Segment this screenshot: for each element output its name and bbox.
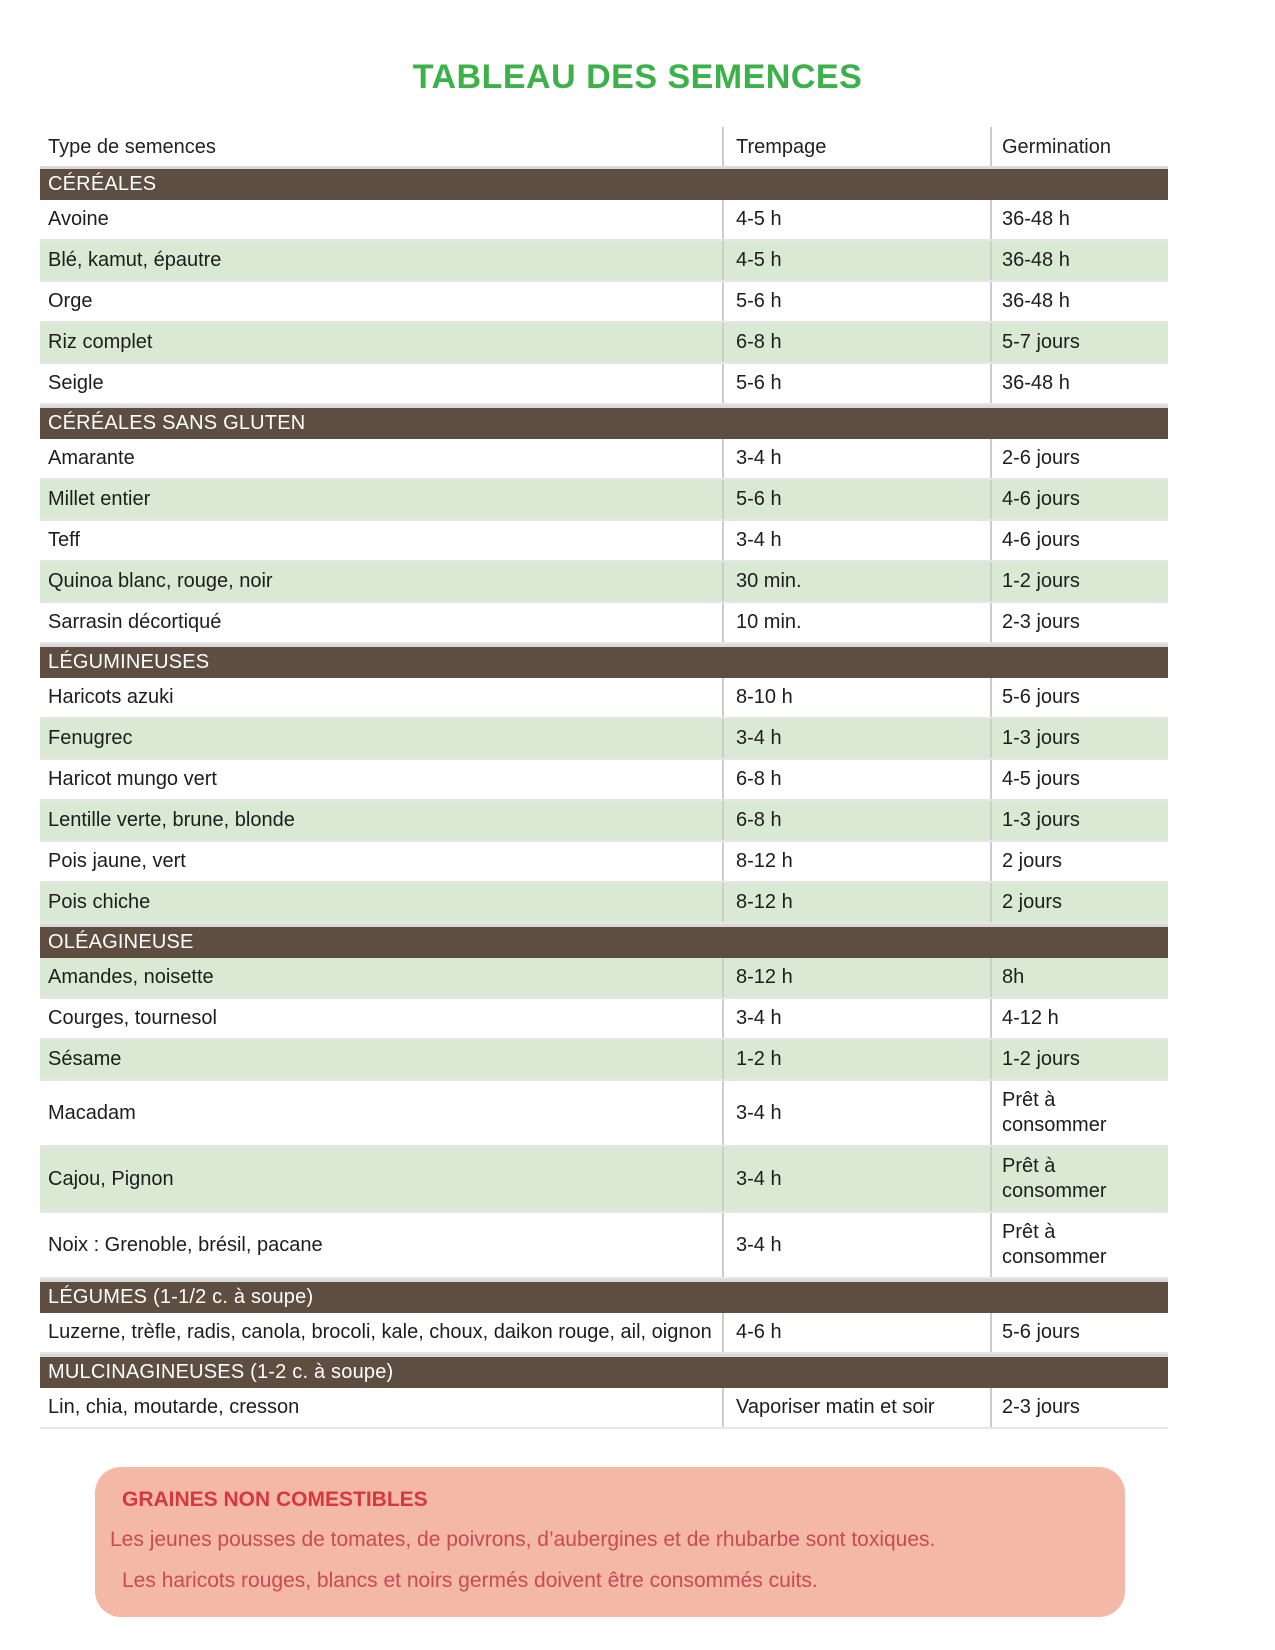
cell-trempage: 3-4 h [722,439,990,478]
table-row [40,999,1168,1040]
table-row [40,603,1168,644]
table-row [40,562,1168,603]
cell-germination: 2 jours [990,842,1168,881]
cell-trempage: 3-4 h [722,1213,990,1277]
cell-trempage: 5-6 h [722,282,990,321]
section-header: CÉRÉALES SANS GLUTEN [40,405,1168,439]
section-header: MULCINAGINEUSES (1-2 c. à soupe) [40,1354,1168,1388]
cell-trempage: 30 min. [722,562,990,601]
cell-trempage: 6-8 h [722,760,990,799]
cell-trempage: 3-4 h [722,1081,990,1145]
seed-table [40,127,1168,1429]
cell-germination: 4-6 jours [990,480,1168,519]
section-header: OLÉAGINEUSE [40,924,1168,958]
warning-line: Les haricots rouges, blancs et noirs germés doivent être consommés cuits. [122,1569,818,1592]
cell-type: Lin, chia, moutarde, cresson [48,1396,300,1418]
cell-germination: 36-48 h [990,200,1168,239]
cell-germination: 8h [990,958,1168,997]
cell-trempage: 3-4 h [722,719,990,758]
warning-line: Les jeunes pousses de tomates, de poivrons, d’aubergines et de rhubarbe sont toxiques. [110,1528,936,1551]
table-row [40,241,1168,282]
cell-type: Sarrasin décortiqué [48,611,222,633]
page-title: TABLEAU DES SEMENCES [412,58,863,96]
cell-type: Blé, kamut, épautre [48,249,222,271]
cell-trempage: 5-6 h [722,480,990,519]
cell-type: Amandes, noisette [48,966,214,988]
table-row [40,958,1168,999]
cell-trempage: 8-10 h [722,678,990,717]
cell-type: Haricot mungo vert [48,768,217,790]
cell-type: Cajou, Pignon [48,1167,174,1190]
cell-type: Fenugrec [48,727,133,749]
cell-germination: Prêt à consommer [990,1081,1168,1145]
cell-type: Haricots azuki [48,686,174,708]
table-row [40,200,1168,241]
table-row [40,1213,1168,1279]
table-row [40,678,1168,719]
cell-trempage: 3-4 h [722,521,990,560]
table-row [40,1081,1168,1147]
table-row [40,323,1168,364]
cell-trempage: Vaporiser matin et soir [722,1388,990,1427]
cell-type: Teff [48,529,80,551]
table-row [40,439,1168,480]
section-header: LÉGUMINEUSES [40,644,1168,678]
cell-germination: 36-48 h [990,241,1168,280]
cell-type: Lentille verte, brune, blonde [48,809,295,831]
column-header-type: Type de semences [48,136,216,158]
cell-type: Sésame [48,1048,122,1070]
cell-germination: 4-6 jours [990,521,1168,560]
column-header-germination: Germination [990,127,1168,166]
column-header-trempage: Trempage [722,127,990,166]
cell-type: Orge [48,290,93,312]
table-row [40,364,1168,405]
cell-trempage: 10 min. [722,603,990,642]
table-header-row [40,127,1168,166]
cell-trempage: 5-6 h [722,364,990,403]
cell-type: Noix : Grenoble, brésil, pacane [48,1233,323,1256]
cell-type: Millet entier [48,488,151,510]
table-row [40,521,1168,562]
cell-type: Quinoa blanc, rouge, noir [48,570,273,592]
table-row [40,1313,1168,1354]
cell-germination: 1-2 jours [990,562,1168,601]
table-row [40,480,1168,521]
table-row [40,801,1168,842]
section-header: LÉGUMES (1-1/2 c. à soupe) [40,1279,1168,1313]
cell-trempage: 8-12 h [722,958,990,997]
cell-germination: 4-5 jours [990,760,1168,799]
warning-box [95,1467,1125,1617]
cell-trempage: 1-2 h [722,1040,990,1079]
cell-type: Amarante [48,447,135,469]
cell-germination: 1-3 jours [990,719,1168,758]
cell-trempage: 8-12 h [722,883,990,922]
cell-type: Pois jaune, vert [48,850,186,872]
section-header: CÉRÉALES [40,166,1168,200]
cell-trempage: 8-12 h [722,842,990,881]
cell-type: Luzerne, trèfle, radis, canola, brocoli, kale, choux, daikon rouge, ail, oignon [48,1321,712,1343]
cell-germination: 2-6 jours [990,439,1168,478]
table-row [40,1147,1168,1213]
table-row [40,1040,1168,1081]
table-row [40,760,1168,801]
cell-type: Avoine [48,208,109,230]
cell-type: Pois chiche [48,891,151,913]
cell-germination: 1-2 jours [990,1040,1168,1079]
cell-germination: 1-3 jours [990,801,1168,840]
cell-germination: 5-6 jours [990,1313,1168,1352]
table-body [40,166,1168,1429]
cell-germination: Prêt à consommer [990,1147,1168,1211]
cell-type: Macadam [48,1101,136,1124]
cell-germination: 36-48 h [990,282,1168,321]
cell-germination: 36-48 h [990,364,1168,403]
cell-trempage: 6-8 h [722,323,990,362]
cell-type: Seigle [48,372,104,394]
cell-germination: 5-6 jours [990,678,1168,717]
cell-type: Courges, tournesol [48,1007,217,1029]
cell-trempage: 3-4 h [722,1147,990,1211]
cell-trempage: 4-5 h [722,200,990,239]
table-row [40,883,1168,924]
table-row [40,1388,1168,1429]
cell-germination: Prêt à consommer [990,1213,1168,1277]
cell-germination: 5-7 jours [990,323,1168,362]
table-row [40,719,1168,760]
cell-type: Riz complet [48,331,153,353]
cell-trempage: 3-4 h [722,999,990,1038]
warning-title: GRAINES NON COMESTIBLES [122,1488,428,1511]
cell-germination: 2 jours [990,883,1168,922]
cell-germination: 2-3 jours [990,1388,1168,1427]
table-row [40,842,1168,883]
cell-germination: 2-3 jours [990,603,1168,642]
cell-germination: 4-12 h [990,999,1168,1038]
cell-trempage: 4-6 h [722,1313,990,1352]
table-row [40,282,1168,323]
cell-trempage: 4-5 h [722,241,990,280]
cell-trempage: 6-8 h [722,801,990,840]
